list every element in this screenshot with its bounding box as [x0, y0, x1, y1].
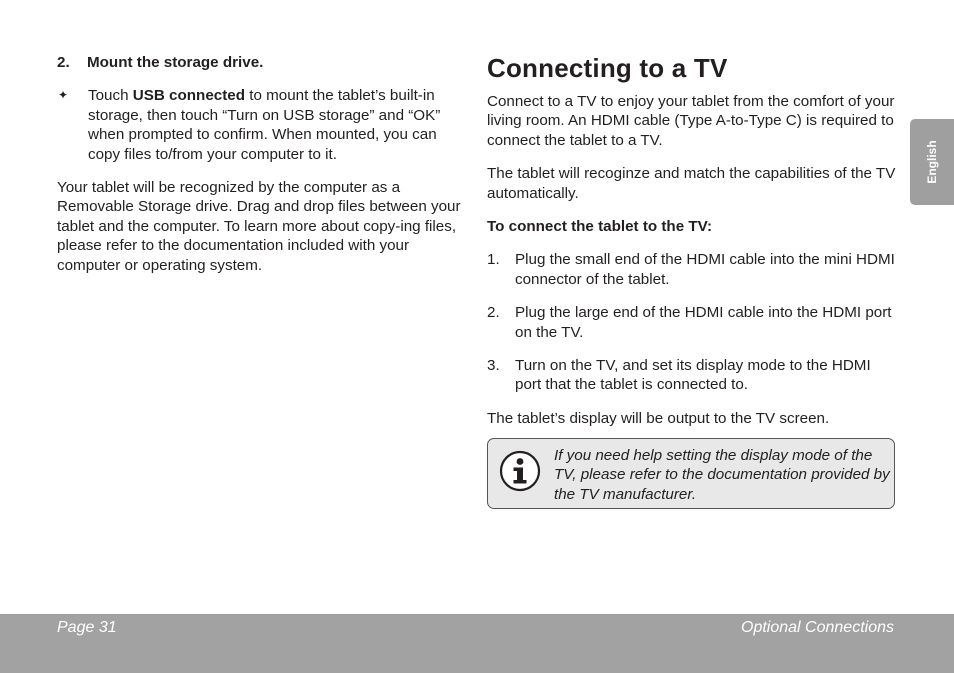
list-item [487, 303, 899, 342]
steps-list [487, 250, 899, 394]
recognition-paragraph: Your tablet will be recognized by the computer as a Removable Storage drive. Drag and drop files between your tablet and the computer. To learn more about copy-ing files, please refer to the documentation included with your computer or operating system. [57, 179, 461, 274]
step-heading [57, 53, 463, 72]
list-item-number: 2. [487, 304, 500, 322]
capabilities-paragraph: The tablet will recoginze and match the capabilities of the TV automatically. [487, 165, 896, 202]
info-icon [499, 450, 541, 492]
left-column [57, 53, 463, 289]
page-number: Page 31 [57, 619, 117, 636]
intro-paragraph: Connect to a TV to enjoy your tablet from the comfort of your living room. An HDMI cable (Type A-to-Type C) is required to connect the tablet to a TV. [487, 93, 895, 149]
bullet-text-bold: USB connected [132, 87, 245, 105]
subheading: To connect the tablet to the TV: [487, 218, 713, 236]
list-item-number: 1. [487, 251, 500, 269]
section-title: Connecting to a TV [487, 53, 728, 83]
list-item-text: Turn on the TV, and set its display mode to the HDMI port that the tablet is connected to. [515, 357, 871, 394]
closing-paragraph: The tablet’s display will be output to the TV screen. [487, 409, 830, 427]
list-item-text: Plug the small end of the HDMI cable into the mini HDMI connector of the tablet. [515, 251, 895, 288]
info-note-box [487, 438, 895, 509]
note-text: If you need help setting the display mode of the TV, please refer to the documentation provided by the TV manufacturer. [554, 447, 890, 503]
star-bullet-icon: ✦ [58, 88, 69, 103]
step-number: 2. [57, 54, 70, 71]
section-name: Optional Connections [741, 619, 894, 636]
right-column [487, 53, 899, 442]
bullet-text-post: to mount the tablet’s built-in storage, then touch “Turn on USB storage” and “OK” when prompted to confirm. When mounted, you can copy files to/from your computer to it. [88, 87, 441, 163]
page-footer [0, 614, 954, 673]
bullet-item [57, 86, 463, 164]
list-item [487, 250, 899, 289]
list-item-number: 3. [487, 357, 500, 375]
step-title: Mount the storage drive. [87, 54, 264, 71]
language-tab[interactable] [910, 119, 954, 205]
list-item [487, 356, 899, 395]
bullet-text-pre: Touch [88, 87, 133, 105]
language-tab-label: English [925, 140, 939, 184]
list-item-text: Plug the large end of the HDMI cable into the HDMI port on the TV. [515, 304, 892, 341]
bullet-text [88, 86, 463, 164]
